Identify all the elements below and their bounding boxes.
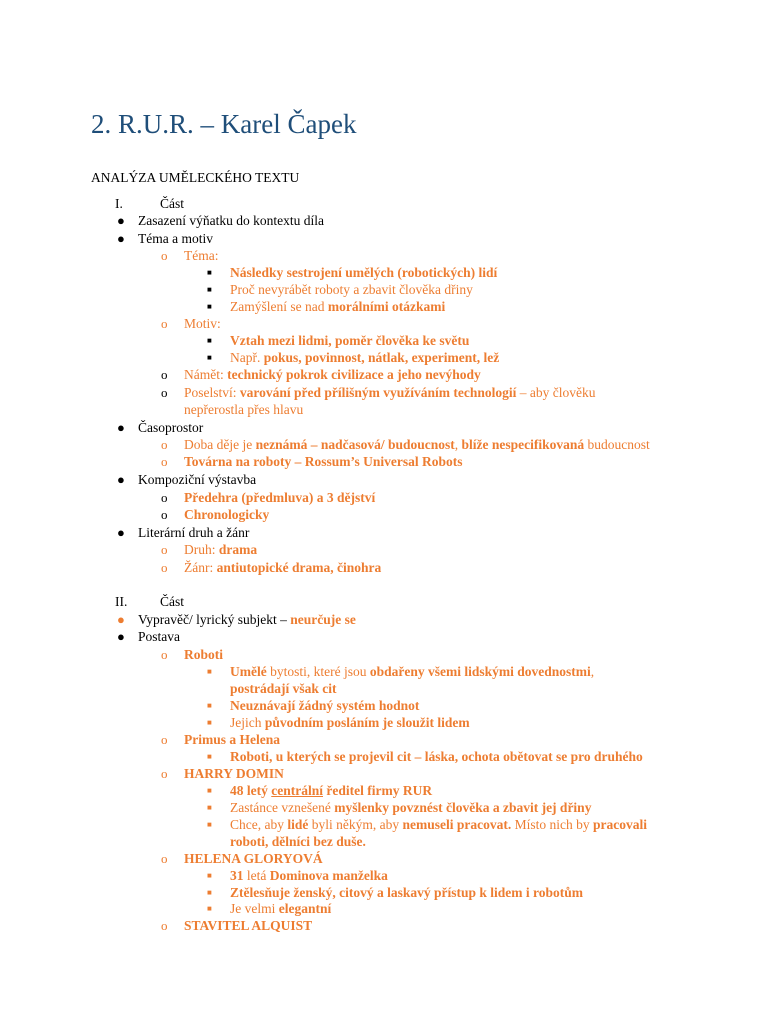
text-run: myšlenky povznést člověka a zbavit jej dřiny (334, 800, 592, 815)
text-run: Námět: (184, 367, 228, 382)
bullet-icon: ● (117, 525, 125, 540)
circle-bullet-icon: o (161, 560, 168, 575)
text-run: 48 letý (230, 783, 272, 798)
part-numeral: II. (115, 594, 128, 609)
square-bullet-icon: ■ (207, 786, 212, 795)
text-run: letá (243, 868, 270, 883)
part-label: Část (160, 594, 185, 609)
list-item (184, 541, 257, 558)
list-item: Téma a motiv (138, 231, 213, 246)
list-item: Chronologicky (184, 507, 270, 522)
text-run: 31 (230, 868, 244, 883)
list-item-continuation: nepřerostla přes hlavu (184, 402, 304, 417)
square-bullet-icon: ■ (207, 888, 212, 897)
part-label: Část (160, 196, 185, 211)
square-bullet-icon: ■ (207, 285, 212, 294)
circle-bullet-icon: o (161, 507, 168, 522)
text-run: Zastánce vznešené (230, 800, 335, 815)
text-run: Např. (230, 350, 264, 365)
list-item (230, 816, 647, 833)
list-item: STAVITEL ALQUIST (184, 918, 313, 933)
text-run: elegantní (278, 901, 332, 916)
list-item: Téma: (184, 248, 219, 263)
list-item-continuation: roboti, dělníci bez duše. (230, 834, 366, 849)
circle-bullet-icon: o (161, 385, 168, 400)
circle-bullet-icon: o (161, 918, 168, 933)
text-run: Jejich (230, 715, 265, 730)
square-bullet-icon: ■ (207, 268, 212, 277)
circle-bullet-icon: o (161, 490, 168, 505)
list-item (230, 867, 388, 884)
text-run: drama (218, 542, 258, 557)
text-run: původním posláním je sloužit lidem (264, 715, 470, 730)
bullet-icon: ● (117, 420, 125, 435)
list-item (138, 611, 356, 628)
text-run: Poselství: (184, 385, 240, 400)
text-run: , (454, 437, 462, 452)
text-run: neznámá – nadčasová/ budoucnost (255, 437, 455, 452)
text-run: – aby člověku (516, 385, 596, 400)
list-item: HARRY DOMIN (184, 766, 284, 781)
list-item: Vztah mezi lidmi, poměr člověka ke světu (230, 333, 470, 348)
list-item: Kompoziční výstavba (138, 472, 257, 487)
page-title: 2. R.U.R. – Karel Čapek (91, 109, 357, 139)
bullet-icon: ● (117, 612, 125, 627)
square-bullet-icon: ■ (207, 302, 212, 311)
list-item: Časoprostor (138, 420, 204, 435)
list-item: Neuznávají žádný systém hodnot (230, 698, 420, 713)
list-item (230, 900, 331, 917)
bullet-icon: ● (117, 213, 125, 228)
text-run: technický pokrok civilizace a jeho nevýhody (227, 367, 481, 382)
list-item: Roboti (184, 647, 224, 662)
circle-bullet-icon: o (161, 851, 168, 866)
text-run: Je velmi (230, 901, 279, 916)
text-run: morálními otázkami (327, 299, 446, 314)
text-run: blíže nespecifikovaná (461, 437, 585, 452)
square-bullet-icon: ■ (207, 336, 212, 345)
text-run: Zamýšlení se nad (230, 299, 328, 314)
text-run: Dominova manželka (269, 868, 388, 883)
text-run: nemuseli pracovat. (402, 817, 512, 832)
list-item: Roboti, u kterých se projevil cit – láska, ochota obětovat se pro druhého (230, 749, 643, 764)
text-run: Umělé (230, 664, 267, 679)
text-run: Vypravěč/ lyrický subjekt – (138, 612, 291, 627)
text-run: Druh: (184, 542, 219, 557)
list-item: Literární druh a žánr (138, 525, 250, 540)
text-run: Žánr: (184, 560, 217, 575)
circle-bullet-icon: o (161, 766, 168, 781)
circle-bullet-icon: o (161, 316, 168, 331)
list-item (230, 799, 591, 816)
section-heading: ANALÝZA UMĚLECKÉHO TEXTU (91, 170, 300, 185)
text-run: ředitel firmy RUR (323, 783, 433, 798)
text-run: bytosti, které jsou (266, 664, 370, 679)
text-run: varování před přílišným využíváním technologií (239, 385, 517, 400)
circle-bullet-icon: o (161, 542, 168, 557)
circle-bullet-icon: o (161, 248, 168, 263)
circle-bullet-icon: o (161, 454, 168, 469)
text-run: Místo nich by (511, 817, 594, 832)
square-bullet-icon: ■ (207, 718, 212, 727)
text-run: obdařeny všemi lidskými dovednostmi (369, 664, 591, 679)
text-run: neurčuje se (290, 612, 356, 627)
text-run: budoucnost (584, 437, 650, 452)
list-item: Motiv: (184, 316, 221, 331)
list-item: Postava (138, 629, 180, 644)
list-item: Ztělesňuje ženský, citový a laskavý přístup k lidem i robotům (230, 885, 584, 900)
list-item: Továrna na roboty – Rossum’s Universal Robots (184, 454, 463, 469)
text-run: Doba děje je (184, 437, 256, 452)
square-bullet-icon: ■ (207, 871, 212, 880)
list-item: Zasazení výňatku do kontextu díla (138, 213, 324, 228)
bullet-icon: ● (117, 629, 125, 644)
text-run: byli někým, aby (308, 817, 403, 832)
list-item-continuation: postrádají však cit (230, 681, 337, 696)
list-item: Předehra (předmluva) a 3 dějství (184, 490, 376, 505)
square-bullet-icon: ■ (207, 353, 212, 362)
list-item (184, 384, 596, 401)
circle-bullet-icon: o (161, 437, 168, 452)
list-item (230, 782, 432, 799)
list-item (230, 663, 594, 680)
square-bullet-icon: ■ (207, 701, 212, 710)
list-item: Proč nevyrábět roboty a zbavit člověka dřiny (230, 282, 473, 297)
list-item (184, 436, 650, 453)
square-bullet-icon: ■ (207, 904, 212, 913)
text-run: antiutopické drama, činohra (216, 560, 382, 575)
list-item: Primus a Helena (184, 732, 280, 747)
circle-bullet-icon: o (161, 367, 168, 382)
list-item (230, 714, 470, 731)
list-item (230, 298, 445, 315)
part-numeral: I. (115, 196, 123, 211)
text-run: pokus, povinnost, nátlak, experiment, lež (263, 350, 500, 365)
square-bullet-icon: ■ (207, 752, 212, 761)
list-item (230, 349, 499, 366)
list-item (184, 559, 381, 576)
text-run: Chce, aby (230, 817, 288, 832)
list-item: Následky sestrojení umělých (robotických) lidí (230, 265, 498, 280)
text-run: lidé (287, 817, 309, 832)
list-item (184, 366, 481, 383)
text-run: , (590, 664, 595, 679)
circle-bullet-icon: o (161, 647, 168, 662)
text-run: centrální (271, 783, 323, 798)
bullet-icon: ● (117, 472, 125, 487)
list-item: HELENA GLORYOVÁ (184, 851, 323, 866)
square-bullet-icon: ■ (207, 820, 212, 829)
square-bullet-icon: ■ (207, 803, 212, 812)
square-bullet-icon: ■ (207, 667, 212, 676)
bullet-icon: ● (117, 231, 125, 246)
circle-bullet-icon: o (161, 732, 168, 747)
text-run: pracovali (593, 817, 648, 832)
